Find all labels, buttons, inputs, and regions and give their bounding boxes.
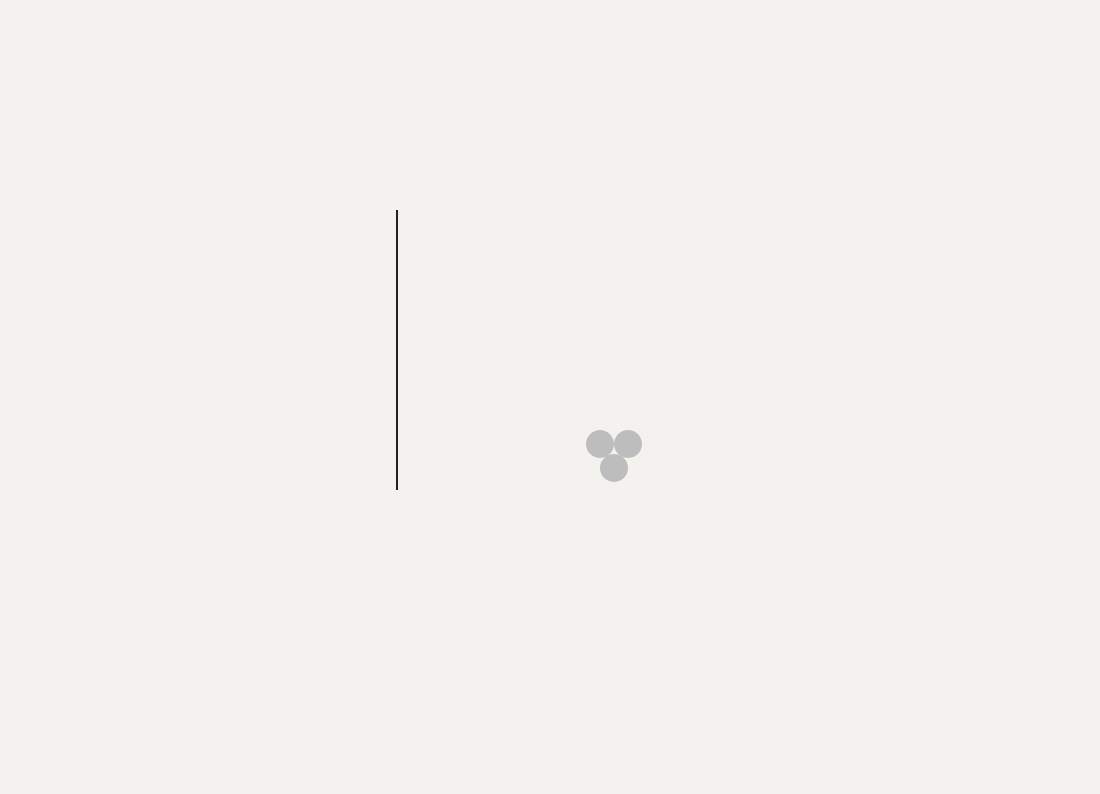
column-1 — [10, 4, 215, 790]
column-5 — [878, 4, 1090, 790]
decorative-dots-icon — [580, 424, 650, 484]
column-3-top — [445, 4, 650, 210]
column-4 — [662, 4, 865, 790]
pull-quote — [396, 210, 656, 490]
